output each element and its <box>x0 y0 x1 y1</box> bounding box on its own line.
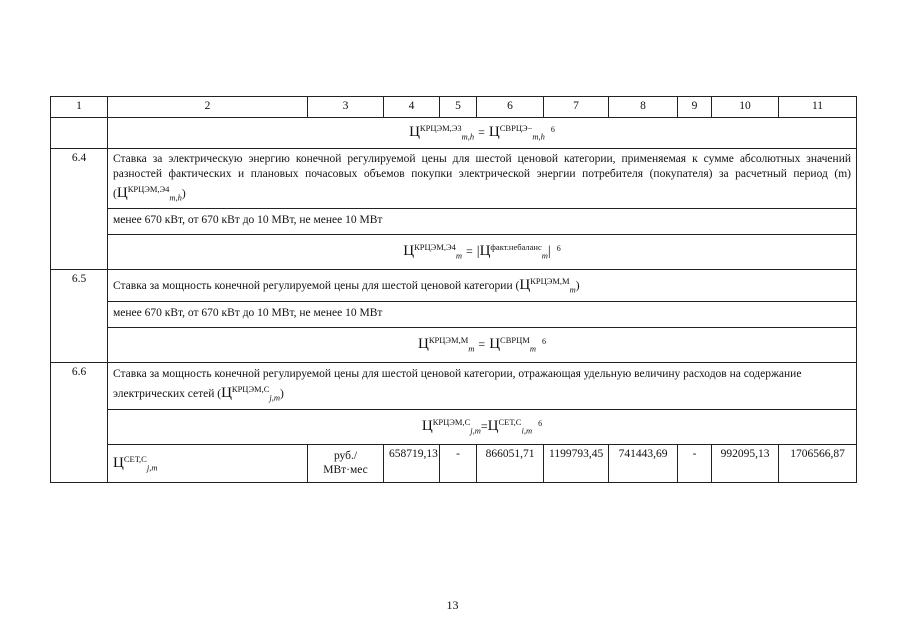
column-header-4: 4 <box>384 97 440 118</box>
value-col-7: 1199793,45 <box>544 444 609 482</box>
value-col-8: 741443,69 <box>609 444 678 482</box>
formula-e3: $Ц^{КРЦЭМ,Э3}_{m,h} = Ц^{СВРЦЭ-}_{m,h}^6$ <box>108 117 857 148</box>
column-header-3: 3 <box>308 97 384 118</box>
unit-line-1: руб./ <box>333 449 358 462</box>
row-6-4-description: Ставка за электрическую энергию конечной регулируемой цены для шестой ценовой категории, применяемая к сумме абсолютных значений разностей фактических и плановых почасовых объемов покупки электрической энергии потребителя (покупателя) за расчетный период (m) $(Ц^{КРЦЭМ,Э4}_{m,h})$ <box>108 148 857 208</box>
row-6-5-subtext: менее 670 кВт, от 670 кВт до 10 МВт, не менее 10 МВт <box>108 302 857 328</box>
column-header-5: 5 <box>440 97 477 118</box>
empty-number-cell <box>51 117 108 148</box>
column-header-10: 10 <box>712 97 779 118</box>
page-number: 13 <box>446 598 459 612</box>
column-header-9: 9 <box>678 97 712 118</box>
header-row <box>51 97 857 118</box>
value-col-9: - <box>678 444 712 482</box>
row-6-5-formula-row <box>51 328 857 363</box>
row-6-4-subtext: менее 670 кВт, от 670 кВт до 10 МВт, не менее 10 МВт <box>108 208 857 234</box>
row-6-6 <box>51 362 857 410</box>
column-header-6: 6 <box>477 97 544 118</box>
row-6-4-formula-row <box>51 234 857 269</box>
formula-c: $Ц^{КРЦЭМ,С}_{j,m}=Ц^{СЕТ,С}_{i,m}^6$ <box>108 410 857 445</box>
formula-m: $Ц^{КРЦЭМ,М}_m = Ц^{СВРЦМ}_m^6$ <box>108 328 857 363</box>
column-header-7: 7 <box>544 97 609 118</box>
row-6-4 <box>51 148 857 208</box>
column-header-8: 8 <box>609 97 678 118</box>
formula-e4: $Ц^{КРЦЭМ,Э4}_m = |Ц^{факт.небаланс}_m|$ $^6$ <box>108 234 857 269</box>
data-row <box>51 444 857 482</box>
unit-cell <box>308 444 384 482</box>
unit-line-2: МВт·мес <box>323 464 368 477</box>
column-header-11: 11 <box>779 97 857 118</box>
row-number-6-4: 6.4 <box>51 148 108 269</box>
row-6-5-subtext-row <box>51 302 857 328</box>
value-col-5: - <box>440 444 477 482</box>
row-number-6-5: 6.5 <box>51 269 108 362</box>
row-number-6-6: 6.6 <box>51 362 108 482</box>
row-6-6-formula-row <box>51 410 857 445</box>
value-col-4: 658719,13 <box>384 444 440 482</box>
value-col-10: 992095,13 <box>712 444 779 482</box>
data-row-label: $Ц^{СЕТ,С}_{j,m}$ <box>108 444 308 482</box>
row-6-5 <box>51 269 857 302</box>
column-header-2: 2 <box>108 97 308 118</box>
row-6-5-description: Ставка за мощность конечной регулируемой цены для шестой ценовой категории $(Ц^{КРЦЭМ,М}_m)$ <box>108 269 857 302</box>
column-header-1: 1 <box>51 97 108 118</box>
tariff-table <box>50 96 857 483</box>
row-6-6-description: Ставка за мощность конечной регулируемой цены для шестой ценовой категории, отражающая удельную величину расходов на содержание электрических сетей $(Ц^{КРЦЭМ,С}_{j,m})$ <box>108 362 857 410</box>
row-6-4-subtext-row <box>51 208 857 234</box>
formula-row-e3 <box>51 117 857 148</box>
value-col-6: 866051,71 <box>477 444 544 482</box>
value-col-11: 1706566,87 <box>779 444 857 482</box>
